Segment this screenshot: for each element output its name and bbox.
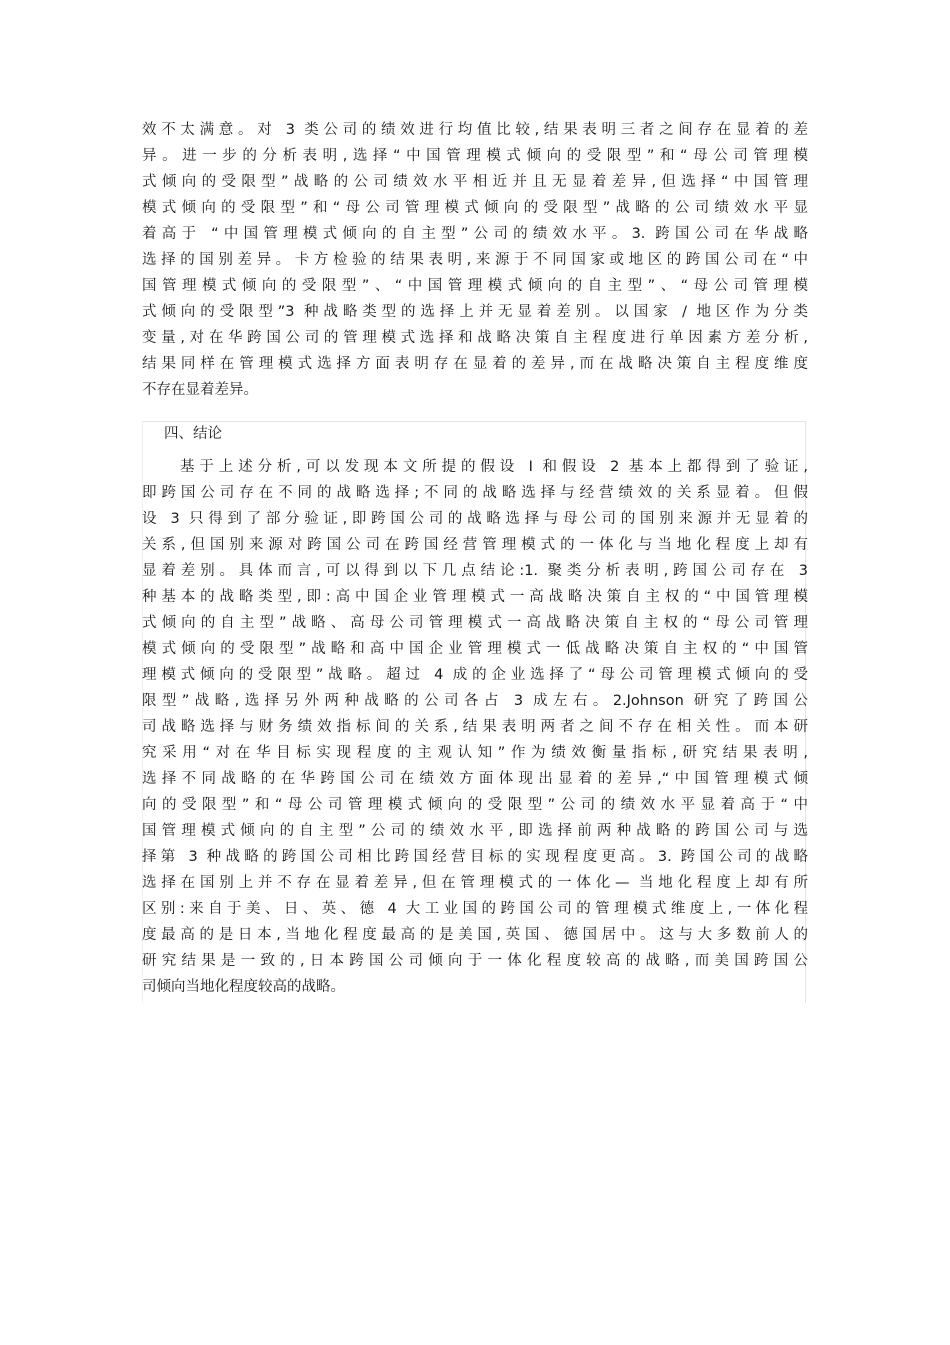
text-line: 着高于 “中国管理模式倾向的自主型”公司的绩效水平。3. 跨国公司在华战略 [142,226,808,242]
text-line: 选择不同战略的在华跨国公司在绩效方面体现出显着的差异,“中国管理模式倾 [142,771,808,787]
text-line: 模式倾向的受限型”和“母公司管理模式倾向的受限型”战略的公司绩效水平显 [142,200,808,216]
text-line: 选择在国别上并不存在显着差异,但在管理模式的一体化— 当地化程度上却有所 [142,875,808,891]
text-line: 国管理模式倾向的自主型”公司的绩效水平,即选择前两种战略的跨国公司与选 [142,823,808,839]
text-line: 关系,但国别来源对跨国公司在跨国经营管理模式的一体化与当地化程度上却有 [142,537,808,553]
text-line: 种基本的战略类型,即:高中国企业管理模式一高战略决策自主权的“中国管理模 [142,589,808,605]
text-line: 效不太满意。对 3 类公司的绩效进行均值比较,结果表明三者之间存在显着的差 [142,122,808,138]
text-line: 限型”战略,选择另外两种战略的公司各占 3 成左右。2.Johnson 研究了跨国公 [142,693,808,709]
text-line: 司战略选择与财务绩效指标间的关系,结果表明两者之间不存在相关性。而本研 [142,719,808,735]
text-line: 区别:来自于美、日、英、德 4 大工业国的跨国公司的管理模式维度上,一体化程 [142,901,808,917]
text-line: 结果同样在管理模式选择方面表明存在显着的差异,而在战略决策自主程度维度 [142,356,808,372]
text-line: 异。进一步的分析表明,选择“中国管理模式倾向的受限型”和“母公司管理模 [142,148,808,164]
text-line: 变量,对在华跨国公司的管理模式选择和战略决策自主程度进行单因素方差分析, [142,330,808,346]
text-line: 研究结果是一致的,日本跨国公司倾向于一体化程度较高的战略,而美国跨国公 [142,953,808,969]
text-line: 设 3 只得到了部分验证,即跨国公司的战略选择与母公司的国别来源并无显着的 [142,511,808,527]
text-line: 式倾向的受限型”3 种战略类型的选择上并无显着差别。以国家 / 地区作为分类 [142,304,808,320]
text-line: 择第 3 种战略的跨国公司相比跨国经营目标的实现程度更高。3. 跨国公司的战略 [142,849,808,865]
text-line: 不存在显着差异。 [142,382,258,398]
text-line: 选择的国别差异。卡方检验的结果表明,来源于不同国家或地区的跨国公司在“中 [142,252,808,268]
text-line: 究采用“对在华目标实现程度的主观认知”作为绩效衡量指标,研究结果表明, [142,745,808,761]
text-line: 国管理模式倾向的受限型”、“中国管理模式倾向的自主型”、“母公司管理模 [142,278,808,294]
text-line: 司倾向当地化程度较高的战略。 [142,979,345,995]
text-line: 理模式倾向的受限型”战略。超过 4 成的企业选择了“母公司管理模式倾向的受 [142,667,808,683]
text-line: 式倾向的受限型”战略的公司绩效水平相近并且无显着差异,但选择“中国管理 [142,174,808,190]
text-line: 基于上述分析,可以发现本文所提的假设 I 和假设 2 基本上都得到了验证, [180,459,808,475]
text-line: 式倾向的自主型”战略、高母公司管理模式一高战略决策自主权的“母公司管理 [142,615,808,631]
section-heading: 四、结论 [164,426,222,442]
text-line: 即跨国公司存在不同的战略选择;不同的战略选择与经营绩效的关系显着。但假 [142,485,808,501]
text-line: 显着差别。具体而言,可以得到以下几点结论:1. 聚类分析表明,跨国公司存在 3 [142,563,808,579]
text-line: 向的受限型”和“母公司管理模式倾向的受限型”公司的绩效水平显着高于“中 [142,797,808,813]
text-line: 度最高的是日本,当地化程度最高的是美国,英国、德国居中。这与大多数前人的 [142,927,808,943]
text-line: 模式倾向的受限型”战略和高中国企业管理模式一低战略决策自主权的“中国管 [142,641,808,657]
